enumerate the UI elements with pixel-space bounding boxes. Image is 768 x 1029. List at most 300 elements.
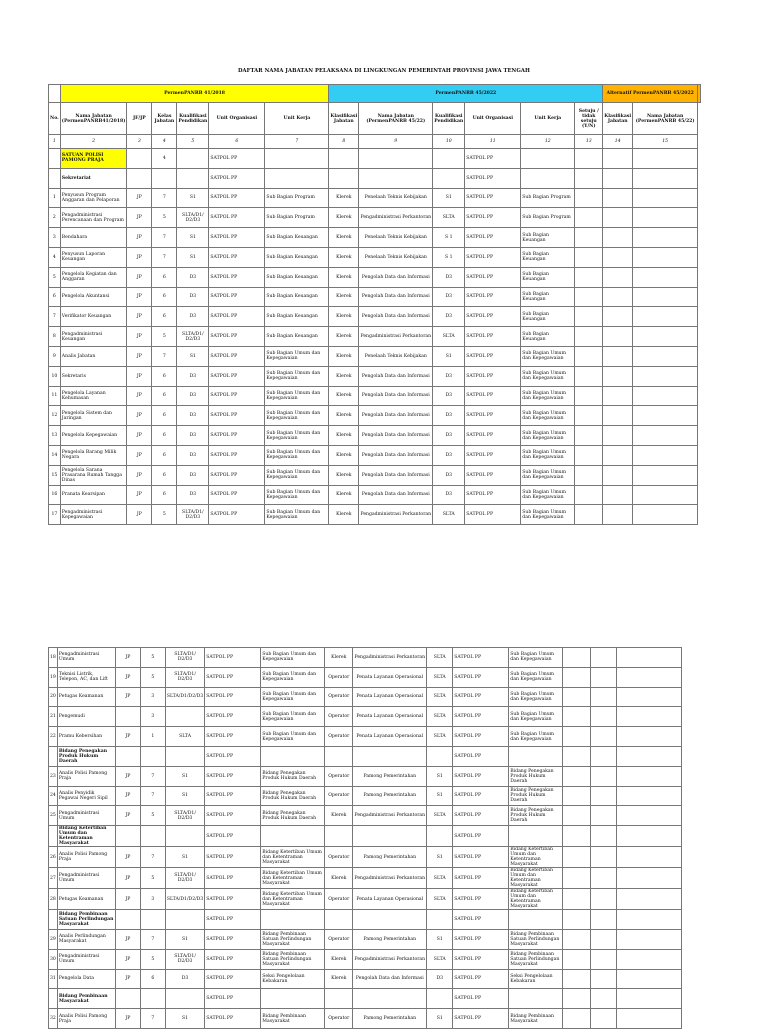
agreement-cell	[575, 327, 603, 347]
new-organization-unit: SATPOL PP	[453, 949, 509, 969]
jf-jp: JP	[127, 505, 152, 525]
new-position-name: Pengolah Data dan Informasi	[359, 307, 433, 327]
new-work-unit: Sub Bagian Umum dan Kepegawaian	[521, 346, 575, 366]
new-organization-unit: SATPOL PP	[453, 929, 509, 949]
alt-position-name-cell	[617, 806, 682, 826]
new-work-unit	[521, 168, 575, 188]
new-organization-unit: SATPOL PP	[453, 826, 509, 847]
table-row	[49, 667, 682, 687]
alt-position-name-cell	[633, 406, 698, 426]
new-education-qualification	[427, 989, 453, 1009]
organization-unit: SATPOL PP	[205, 889, 261, 910]
work-unit: Sub Bagian Umum dan Kepegawaian	[261, 707, 325, 727]
position-classification: Klerek	[329, 208, 359, 228]
position-name: Bidang Pembinaan Satuan Perlindungan Masyarakat	[57, 910, 115, 930]
column-header: Unit Organisasi	[465, 103, 521, 135]
agreement-cell	[563, 687, 591, 707]
alt-position-name-cell	[617, 746, 682, 766]
new-position-name: Penata Layanan Operasional	[353, 889, 427, 910]
organization-unit: SATPOL PP	[209, 267, 265, 287]
education-qualification	[177, 149, 209, 169]
new-education-qualification: D3	[433, 445, 465, 465]
new-position-name: Pengadministrasi Perkantoran	[353, 648, 427, 668]
organization-unit: SATPOL PP	[205, 929, 261, 949]
jf-jp: JP	[115, 929, 140, 949]
jf-jp	[127, 168, 152, 188]
position-name: Pengelola Barang Milik Negara	[60, 445, 127, 465]
alt-classification-cell	[591, 929, 617, 949]
alt-classification-cell	[591, 1009, 617, 1029]
alt-classification-cell	[591, 667, 617, 687]
education-qualification	[177, 168, 209, 188]
work-unit: Bidang Pembinaan Satuan Perlindungan Masyarakat	[261, 949, 325, 969]
new-position-name: Pengadministrasi Perkantoran	[359, 505, 433, 525]
column-header: No.	[49, 103, 61, 135]
new-position-name: Penelaah Teknis Kebijakan	[359, 188, 433, 208]
work-unit: Sub Bagian Umum dan Kepegawaian	[261, 648, 325, 668]
work-unit: Bidang Ketertiban Umum dan Ketentraman Masyarakat	[261, 868, 325, 889]
new-organization-unit: SATPOL PP	[465, 327, 521, 347]
table-row	[49, 847, 682, 868]
jf-jp: JP	[127, 465, 152, 485]
alt-classification-cell	[603, 287, 633, 307]
position-classification: Klerek	[329, 247, 359, 267]
new-education-qualification: D3	[433, 465, 465, 485]
new-organization-unit: SATPOL PP	[465, 366, 521, 386]
jf-jp	[115, 910, 140, 930]
position-name: Analis Polisi Pamong Praja	[57, 847, 115, 868]
position-classification: Klerek	[329, 485, 359, 505]
alt-classification-cell	[591, 687, 617, 707]
agreement-cell	[563, 969, 591, 989]
jf-jp: JP	[127, 485, 152, 505]
position-classification: Klerek	[329, 287, 359, 307]
jf-jp	[115, 989, 140, 1009]
work-unit	[265, 168, 329, 188]
class-level: 4	[152, 149, 177, 169]
organization-unit: SATPOL PP	[205, 648, 261, 668]
row-number: 3	[49, 228, 61, 248]
row-number: 18	[49, 648, 58, 668]
column-header: Klasifikasi Jabatan	[603, 103, 633, 135]
position-classification: Operator	[325, 727, 353, 747]
agreement-cell	[575, 485, 603, 505]
agreement-cell	[575, 228, 603, 248]
row-number	[49, 989, 58, 1009]
new-education-qualification: D3	[433, 485, 465, 505]
new-education-qualification: D3	[433, 366, 465, 386]
new-work-unit: Sub Bagian Keuangan	[521, 267, 575, 287]
new-position-name: Pengolah Data dan Informasi	[359, 465, 433, 485]
class-level: 6	[152, 485, 177, 505]
education-qualification: D3	[177, 267, 209, 287]
table-row	[49, 247, 701, 267]
new-work-unit: Seksi Pengelolaan Kebakaran	[509, 969, 563, 989]
position-name: Pengelola Sistem dan Jaringan	[60, 406, 127, 426]
agreement-cell	[575, 445, 603, 465]
education-qualification: SLTA	[165, 727, 204, 747]
alt-position-name-cell	[633, 327, 698, 347]
position-classification: Klerek	[329, 465, 359, 485]
position-classification: Klerek	[325, 868, 353, 889]
position-classification: Operator	[325, 766, 353, 786]
new-position-name	[353, 910, 427, 930]
class-level: 5	[140, 648, 165, 668]
agreement-cell	[575, 426, 603, 446]
new-work-unit	[509, 989, 563, 1009]
new-position-name: Pengadministrasi Perkantoran	[353, 949, 427, 969]
column-header: Nama Jabatan (PermenPANRB 45/22)	[633, 103, 698, 135]
alt-position-name-cell	[617, 707, 682, 727]
new-work-unit: Bidang Ketertiban Umum dan Ketentraman Masyarakat	[509, 847, 563, 868]
new-education-qualification: S1	[433, 188, 465, 208]
new-organization-unit: SATPOL PP	[465, 287, 521, 307]
education-qualification	[165, 826, 204, 847]
organization-unit: SATPOL PP	[209, 386, 265, 406]
education-qualification: D3	[165, 969, 204, 989]
jf-jp: JP	[115, 889, 140, 910]
alt-classification-cell	[603, 307, 633, 327]
alt-classification-cell	[591, 949, 617, 969]
group-header-permenpanrb-45: PermenPANRB 45/2022	[329, 85, 603, 103]
work-unit: Sub Bagian Keuangan	[265, 307, 329, 327]
new-organization-unit: SATPOL PP	[465, 228, 521, 248]
new-work-unit	[509, 826, 563, 847]
position-name: Penyusun Program Anggaran dan Pelaporan	[60, 188, 127, 208]
position-classification: Klerek	[329, 426, 359, 446]
education-qualification: S1	[165, 847, 204, 868]
position-classification	[325, 746, 353, 766]
table-row	[49, 426, 701, 446]
new-organization-unit: SATPOL PP	[453, 1009, 509, 1029]
alt-position-name-cell	[633, 386, 698, 406]
new-position-name	[353, 826, 427, 847]
work-unit: Sub Bagian Umum dan Kepegawaian	[265, 465, 329, 485]
education-qualification: S1	[177, 346, 209, 366]
organization-unit: SATPOL PP	[209, 366, 265, 386]
new-organization-unit: SATPOL PP	[453, 847, 509, 868]
work-unit: Sub Bagian Umum dan Kepegawaian	[265, 426, 329, 446]
alt-classification-cell	[591, 648, 617, 668]
organization-unit: SATPOL PP	[205, 868, 261, 889]
education-qualification: D3	[177, 366, 209, 386]
new-position-name: Pamong Pemerintahan	[353, 847, 427, 868]
row-number: 23	[49, 766, 58, 786]
table-row	[49, 406, 701, 426]
new-organization-unit: SATPOL PP	[465, 465, 521, 485]
agreement-cell	[563, 826, 591, 847]
organization-unit: SATPOL PP	[209, 346, 265, 366]
work-unit: Sub Bagian Umum dan Kepegawaian	[265, 406, 329, 426]
work-unit: Sub Bagian Umum dan Kepegawaian	[265, 445, 329, 465]
new-organization-unit: SATPOL PP	[465, 247, 521, 267]
section-row	[49, 910, 682, 930]
position-classification	[329, 149, 359, 169]
education-qualification: D3	[177, 426, 209, 446]
new-work-unit: Bidang Penegakan Produk Hukum Daerah	[509, 806, 563, 826]
position-classification	[329, 168, 359, 188]
row-number: 27	[49, 868, 58, 889]
position-name: Pengemudi	[57, 707, 115, 727]
column-header: Unit Kerja	[265, 103, 329, 135]
new-position-name: Penata Layanan Operasional	[353, 687, 427, 707]
position-classification: Operator	[325, 786, 353, 806]
agreement-cell	[563, 766, 591, 786]
alt-classification-cell	[591, 910, 617, 930]
new-education-qualification: D3	[433, 426, 465, 446]
agreement-cell	[575, 287, 603, 307]
position-classification: Klerek	[329, 386, 359, 406]
position-classification: Klerek	[329, 445, 359, 465]
alt-classification-cell	[591, 969, 617, 989]
education-qualification: SLTA/D1/ D2/D3	[165, 806, 204, 826]
new-work-unit: Bidang Penegakan Produk Hukum Daerah	[509, 786, 563, 806]
new-position-name: Pengolah Data dan Informasi	[359, 426, 433, 446]
new-work-unit: Bidang Penegakan Produk Hukum Daerah	[509, 766, 563, 786]
new-education-qualification: D3	[433, 287, 465, 307]
new-position-name	[353, 746, 427, 766]
column-number: 3	[127, 135, 152, 149]
group-header-permenpanrb-41: PermenPANRB 41/2018	[60, 85, 329, 103]
new-work-unit: Sub Bagian Umum dan Kepegawaian	[521, 386, 575, 406]
alt-classification-cell	[603, 188, 633, 208]
new-organization-unit: SATPOL PP	[453, 687, 509, 707]
work-unit: Sub Bagian Umum dan Kepegawaian	[265, 485, 329, 505]
jf-jp: JP	[115, 949, 140, 969]
education-qualification: S1	[177, 228, 209, 248]
education-qualification: SLTA/D1/D2/D3	[165, 889, 204, 910]
alt-classification-cell	[591, 707, 617, 727]
alt-classification-cell	[603, 208, 633, 228]
position-name: Petugas Keamanan	[57, 687, 115, 707]
alt-classification-cell	[603, 366, 633, 386]
new-work-unit: Sub Bagian Keuangan	[521, 247, 575, 267]
agreement-cell	[563, 989, 591, 1009]
position-classification: Operator	[325, 847, 353, 868]
table-row	[49, 386, 701, 406]
organization-unit: SATPOL PP	[209, 485, 265, 505]
jf-jp: JP	[115, 667, 140, 687]
education-qualification: D3	[177, 485, 209, 505]
position-classification: Klerek	[325, 949, 353, 969]
agreement-cell	[575, 307, 603, 327]
new-organization-unit: SATPOL PP	[465, 267, 521, 287]
alt-position-name-cell	[633, 426, 698, 446]
position-classification: Klerek	[329, 346, 359, 366]
agreement-cell	[575, 247, 603, 267]
jf-jp: JP	[127, 267, 152, 287]
new-organization-unit: SATPOL PP	[453, 889, 509, 910]
new-work-unit: Sub Bagian Umum dan Kepegawaian	[509, 667, 563, 687]
new-position-name: Penelaah Teknis Kebijakan	[359, 346, 433, 366]
table-row	[49, 346, 701, 366]
new-education-qualification: D3	[433, 386, 465, 406]
organization-unit: SATPOL PP	[205, 766, 261, 786]
column-header: Nama Jabatan (PermenPANRB 45/22)	[359, 103, 433, 135]
work-unit: Sub Bagian Keuangan	[265, 267, 329, 287]
education-qualification	[165, 707, 204, 727]
new-position-name: Pamong Pemerintahan	[353, 1009, 427, 1029]
alt-classification-cell	[603, 168, 633, 188]
new-organization-unit: SATPOL PP	[465, 208, 521, 228]
alt-position-name-cell	[633, 188, 698, 208]
class-level	[140, 989, 165, 1009]
class-level: 3	[140, 687, 165, 707]
new-work-unit: Bidang Pembinaan Masyarakat	[509, 1009, 563, 1029]
position-classification: Klerek	[329, 228, 359, 248]
new-organization-unit: SATPOL PP	[465, 406, 521, 426]
new-organization-unit: SATPOL PP	[453, 969, 509, 989]
new-work-unit: Sub Bagian Umum dan Kepegawaian	[509, 727, 563, 747]
class-level: 7	[140, 847, 165, 868]
new-education-qualification: SLTA	[433, 327, 465, 347]
position-name: Pengelola Kepegawaian	[60, 426, 127, 446]
table-row	[49, 188, 701, 208]
position-classification: Klerek	[329, 366, 359, 386]
new-work-unit: Sub Bagian Keuangan	[521, 327, 575, 347]
new-education-qualification: SLTA	[427, 648, 453, 668]
new-organization-unit: SATPOL PP	[465, 445, 521, 465]
education-qualification: S1	[165, 929, 204, 949]
column-header: Kualifikasi Pendidikan	[433, 103, 465, 135]
alt-position-name-cell	[617, 868, 682, 889]
organization-unit: SATPOL PP	[209, 208, 265, 228]
class-level: 5	[152, 208, 177, 228]
agreement-cell	[563, 868, 591, 889]
new-organization-unit: SATPOL PP	[453, 667, 509, 687]
new-work-unit: Sub Bagian Umum dan Kepegawaian	[521, 445, 575, 465]
new-education-qualification: S1	[427, 786, 453, 806]
work-unit: Bidang Ketertiban Umum dan Ketentraman Masyarakat	[261, 847, 325, 868]
column-number: 1	[49, 135, 61, 149]
agreement-cell	[575, 208, 603, 228]
position-name: Pengadministrasi Umum	[57, 806, 115, 826]
alt-position-name-cell	[617, 687, 682, 707]
new-work-unit: Sub Bagian Keuangan	[521, 307, 575, 327]
row-number	[49, 910, 58, 930]
alt-position-name-cell	[617, 989, 682, 1009]
class-level: 7	[140, 929, 165, 949]
row-number: 14	[49, 445, 61, 465]
class-level: 5	[140, 949, 165, 969]
education-qualification: SLTA/D1/ D2/D3	[177, 327, 209, 347]
column-header: Nama Jabatan (PermenPANRB41/2018)	[60, 103, 127, 135]
class-level: 6	[152, 465, 177, 485]
jf-jp	[127, 149, 152, 169]
new-organization-unit: SATPOL PP	[453, 727, 509, 747]
new-education-qualification	[433, 149, 465, 169]
position-name: Pengadministrasi Umum	[57, 868, 115, 889]
jf-jp: JP	[115, 1009, 140, 1029]
work-unit	[261, 910, 325, 930]
row-number: 7	[49, 307, 61, 327]
class-level: 6	[152, 426, 177, 446]
table-row	[49, 267, 701, 287]
position-name: Pramu Kebersihan	[57, 727, 115, 747]
work-unit: Sub Bagian Program	[265, 188, 329, 208]
new-education-qualification: D3	[433, 406, 465, 426]
table-row	[49, 485, 701, 505]
row-number: 32	[49, 1009, 58, 1029]
agreement-cell	[575, 168, 603, 188]
row-number: 24	[49, 786, 58, 806]
new-work-unit	[509, 910, 563, 930]
position-classification: Klerek	[329, 188, 359, 208]
alt-position-name-cell	[633, 485, 698, 505]
education-qualification	[165, 989, 204, 1009]
work-unit: Sub Bagian Umum dan Kepegawaian	[265, 386, 329, 406]
agreement-cell	[563, 746, 591, 766]
organization-unit: SATPOL PP	[205, 847, 261, 868]
position-name: Pengelola Kegiatan dan Anggaran	[60, 267, 127, 287]
position-classification: Operator	[325, 929, 353, 949]
table-row	[49, 307, 701, 327]
work-unit: Bidang Penegakan Produk Hukum Daerah	[261, 806, 325, 826]
alt-position-name-cell	[617, 949, 682, 969]
table-row	[49, 707, 682, 727]
jf-jp: JP	[115, 868, 140, 889]
agreement-cell	[563, 847, 591, 868]
agreement-cell	[575, 465, 603, 485]
organization-unit: SATPOL PP	[205, 707, 261, 727]
organization-unit: SATPOL PP	[209, 445, 265, 465]
new-work-unit: Sub Bagian Umum dan Kepegawaian	[509, 707, 563, 727]
agreement-cell	[563, 949, 591, 969]
organization-unit: SATPOL PP	[209, 188, 265, 208]
jf-jp: JP	[115, 847, 140, 868]
organization-unit: SATPOL PP	[205, 806, 261, 826]
new-work-unit: Sub Bagian Keuangan	[521, 287, 575, 307]
position-classification: Klerek	[329, 267, 359, 287]
alt-position-name-cell	[633, 228, 698, 248]
jf-jp: JP	[127, 208, 152, 228]
column-number: 12	[521, 135, 575, 149]
column-number-row	[49, 135, 701, 149]
new-education-qualification	[427, 746, 453, 766]
organization-unit: SATPOL PP	[209, 307, 265, 327]
alt-position-name-cell	[633, 346, 698, 366]
education-qualification: SLTA/D1/ D2/D3	[177, 208, 209, 228]
new-organization-unit: SATPOL PP	[465, 386, 521, 406]
table-row	[49, 889, 682, 910]
jf-jp: JP	[115, 648, 140, 668]
work-unit	[261, 746, 325, 766]
class-level: 6	[140, 969, 165, 989]
alt-classification-cell	[603, 247, 633, 267]
table-row	[49, 208, 701, 228]
new-organization-unit: SATPOL PP	[465, 426, 521, 446]
agreement-cell	[575, 366, 603, 386]
position-name: Verifikator Keuangan	[60, 307, 127, 327]
alt-classification-cell	[591, 786, 617, 806]
position-name: Bidang Penegakan Produk Hukum Daerah	[57, 746, 115, 766]
table-row	[49, 766, 682, 786]
new-work-unit: Bidang Ketertiban Umum dan Ketentraman Masyarakat	[509, 889, 563, 910]
column-header: JF/JP	[127, 103, 152, 135]
agreement-cell	[563, 648, 591, 668]
class-level: 7	[152, 247, 177, 267]
alt-classification-cell	[603, 465, 633, 485]
education-qualification: SLTA/D1/ D2/D3	[165, 648, 204, 668]
alt-position-name-cell	[633, 505, 698, 525]
class-level: 5	[140, 868, 165, 889]
row-number: 19	[49, 667, 58, 687]
new-organization-unit: SATPOL PP	[453, 786, 509, 806]
alt-position-name-cell	[633, 287, 698, 307]
class-level: 6	[152, 366, 177, 386]
row-number: 1	[49, 188, 61, 208]
position-classification: Operator	[325, 1009, 353, 1029]
